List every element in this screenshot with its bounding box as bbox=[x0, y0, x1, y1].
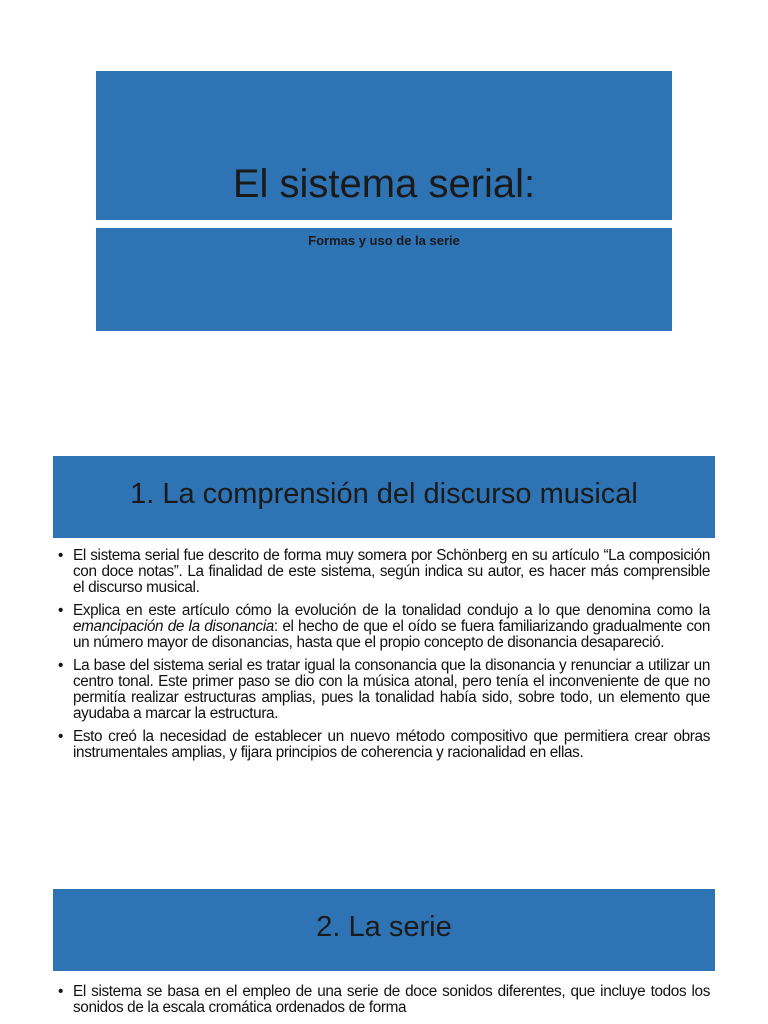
bullet-item bbox=[58, 548, 710, 596]
bullet-glyph: • bbox=[58, 983, 64, 1000]
bullet-glyph: • bbox=[58, 728, 64, 745]
slide-subtitle: Formas y uso de la serie bbox=[308, 233, 460, 248]
bullet-glyph: • bbox=[58, 602, 64, 619]
section-1-banner bbox=[53, 456, 715, 538]
bullet-text-pre: Explica en este artículo cómo la evolución de la tonalidad condujo a lo que denomina como la bbox=[73, 602, 710, 619]
bullet-item bbox=[58, 658, 710, 722]
bullet-text: Esto creó la necesidad de establecer un nuevo método compositivo que permitiera crear obras instrumentales amplias, y fijara principios de coherencia y racionalidad en ellas. bbox=[73, 728, 710, 761]
bullet-text: La base del sistema serial es tratar igual la consonancia que la disonancia y renunciar a utilizar un centro tonal. Este primer paso se dio con la música atonal, pero tenía el inconveniente de que no permitía realizar estructuras amplias, pues la tonalidad había sido, sobre todo, un elemento que ayudaba a marcar la estructura. bbox=[73, 657, 710, 722]
bullet-text: El sistema se basa en el empleo de una serie de doce sonidos diferentes, que incluye todos los sonidos de la escala cromática ordenados de forma bbox=[73, 983, 710, 1016]
section-2-banner bbox=[53, 889, 715, 971]
bullet-item bbox=[58, 984, 710, 1016]
bullet-emphasis: emancipación de la disonancia bbox=[73, 618, 274, 635]
slide-title: El sistema serial: bbox=[232, 162, 536, 206]
bullet-text-post: : el hecho de que el oído se fuera familiarizando gradualmente con un número mayor de disonancias, hasta que el propio concepto de disonancia desapareció. bbox=[73, 618, 710, 651]
bullet-item bbox=[58, 603, 710, 651]
bullet-text: El sistema serial fue descrito de forma muy somera por Schönberg en su artículo “La composición con doce notas”. La finalidad de este sistema, según indica su autor, es hacer más comprensible el discurso musical. bbox=[73, 547, 710, 596]
section-2-bullet-list bbox=[58, 984, 710, 1023]
bullet-glyph: • bbox=[58, 657, 64, 674]
section-1-bullet-list bbox=[58, 548, 710, 768]
section-1-title: 1. La comprensión del discurso musical bbox=[130, 478, 638, 510]
section-2-title: 2. La serie bbox=[316, 911, 452, 943]
bullet-item bbox=[58, 729, 710, 761]
bullet-glyph: • bbox=[58, 547, 64, 564]
